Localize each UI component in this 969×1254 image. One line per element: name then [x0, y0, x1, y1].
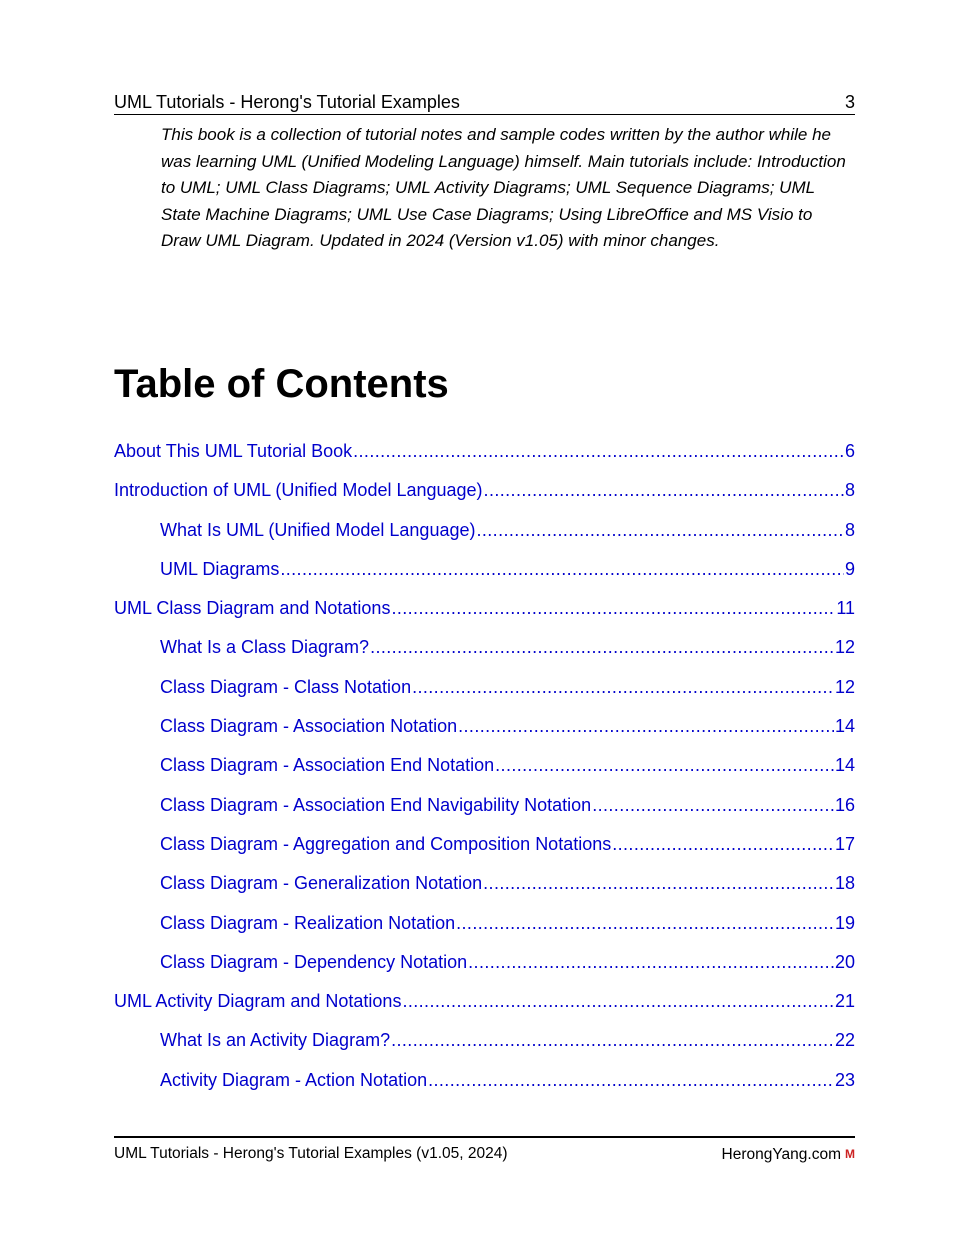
toc-entry-page: 14 [834, 755, 855, 776]
toc-entry-title: Introduction of UML (Unified Model Language) [114, 480, 483, 501]
toc-entry-action-notation[interactable] [114, 1065, 855, 1104]
toc-entry-title: UML Class Diagram and Notations [114, 598, 391, 619]
toc-entry-page: 8 [844, 519, 855, 540]
toc-entry-title: Class Diagram - Association End Notation [160, 755, 495, 776]
toc-entry-aggregation-composition-notations[interactable] [114, 829, 855, 868]
toc-entry-title: What Is UML (Unified Model Language) [160, 519, 476, 540]
toc-entry-page: 20 [834, 951, 855, 972]
toc-entry-page: 12 [834, 676, 855, 697]
toc-entry-title: Class Diagram - Association Notation [160, 716, 458, 737]
toc-entry-class-diagram-and-notations[interactable] [114, 593, 855, 632]
toc-heading: Table of Contents [114, 362, 449, 406]
dot-leader [412, 672, 834, 702]
toc-entry-title: Class Diagram - Association End Navigability Notation [160, 794, 592, 815]
toc-entry-association-end-notation[interactable] [114, 750, 855, 789]
toc-entry-page: 22 [834, 1030, 855, 1051]
toc-entry-page: 23 [834, 1069, 855, 1090]
toc-entry-title: Class Diagram - Dependency Notation [160, 951, 468, 972]
toc-entry-page: 6 [844, 441, 855, 461]
abstract-line: This book is a collection of tutorial notes and sample codes written by the author while he [161, 125, 831, 144]
toc-entry-title: UML Activity Diagram and Notations [114, 991, 402, 1012]
toc-entry-page: 11 [836, 598, 855, 619]
toc-entry-uml-diagrams[interactable] [114, 554, 855, 593]
toc-entry-page: 9 [844, 558, 855, 579]
toc-entry-page: 14 [834, 716, 855, 737]
toc-entry-page: 18 [834, 873, 855, 894]
toc-entry-title: Class Diagram - Generalization Notation [160, 873, 483, 894]
book-abstract [161, 122, 861, 255]
dot-leader [391, 1025, 834, 1055]
toc-entry-title: What Is a Class Diagram? [160, 637, 370, 658]
page-footer [114, 1136, 855, 1162]
dot-leader [402, 986, 834, 1016]
dot-leader [476, 515, 844, 545]
toc-entry-page: 21 [834, 991, 855, 1012]
dot-leader [484, 475, 844, 505]
toc-entry-generalization-notation[interactable] [114, 868, 855, 907]
toc-entry-activity-diagram-and-notations[interactable] [114, 986, 855, 1025]
toc-entry-what-is-uml[interactable] [114, 515, 855, 554]
dot-leader [353, 436, 844, 466]
toc-entry-page: 16 [834, 794, 855, 815]
dot-leader [612, 829, 834, 859]
toc-entry-class-notation[interactable] [114, 672, 855, 711]
dot-leader [370, 632, 834, 662]
toc-entry-page: 17 [834, 833, 855, 854]
footer-site-name: HerongYang.com [721, 1146, 841, 1163]
header-title: UML Tutorials - Herong's Tutorial Examples [114, 92, 460, 112]
dot-leader [280, 554, 844, 584]
dot-leader [391, 593, 835, 623]
toc-entry-realization-notation[interactable] [114, 908, 855, 947]
dot-leader [458, 711, 834, 741]
toc-entry-what-is-activity-diagram[interactable] [114, 1025, 855, 1064]
dot-leader [495, 750, 834, 780]
site-logo-icon: M [845, 1147, 855, 1161]
toc-entry-title: Class Diagram - Realization Notation [160, 912, 456, 933]
toc-entry-title: Class Diagram - Aggregation and Composition Notations [160, 833, 612, 854]
dot-leader [456, 908, 834, 938]
toc-entry-page: 8 [844, 480, 855, 501]
toc-entry-association-notation[interactable] [114, 711, 855, 750]
toc-entry-title: Class Diagram - Class Notation [160, 676, 412, 697]
abstract-line: Draw UML Diagram. Updated in 2024 (Version v1.05) with minor changes. [161, 231, 720, 251]
toc-entry-association-end-navigability-notation[interactable] [114, 790, 855, 829]
dot-leader [592, 790, 834, 820]
abstract-line: was learning UML (Unified Modeling Language) himself. Main tutorials include: Introduction [161, 151, 846, 171]
header-page-number: 3 [844, 92, 855, 112]
dot-leader [428, 1065, 834, 1095]
dot-leader [483, 868, 834, 898]
abstract-line: State Machine Diagrams; UML Use Case Diagrams; Using LibreOffice and MS Visio to [161, 204, 813, 224]
toc-entry-about-this-book[interactable] [114, 436, 855, 475]
toc-entry-dependency-notation[interactable] [114, 947, 855, 986]
toc-entry-page: 12 [834, 637, 855, 658]
abstract-line: to UML; UML Class Diagrams; UML Activity Diagrams; UML Sequence Diagrams; UML [161, 178, 816, 198]
toc-entry-title: What Is an Activity Diagram? [160, 1030, 391, 1051]
footer-book-title: UML Tutorials - Herong's Tutorial Examples (v1.05, 2024) [114, 1145, 508, 1162]
toc-entry-page: 19 [834, 912, 855, 933]
table-of-contents [114, 436, 855, 1104]
toc-entry-what-is-class-diagram[interactable] [114, 632, 855, 671]
toc-entry-title: Activity Diagram - Action Notation [160, 1069, 428, 1090]
dot-leader [468, 947, 834, 977]
footer-site [722, 1142, 855, 1167]
toc-entry-introduction-of-uml[interactable] [114, 475, 855, 514]
toc-entry-title: About This UML Tutorial Book [114, 441, 353, 461]
toc-entry-title: UML Diagrams [160, 558, 280, 579]
page-header [114, 88, 855, 115]
